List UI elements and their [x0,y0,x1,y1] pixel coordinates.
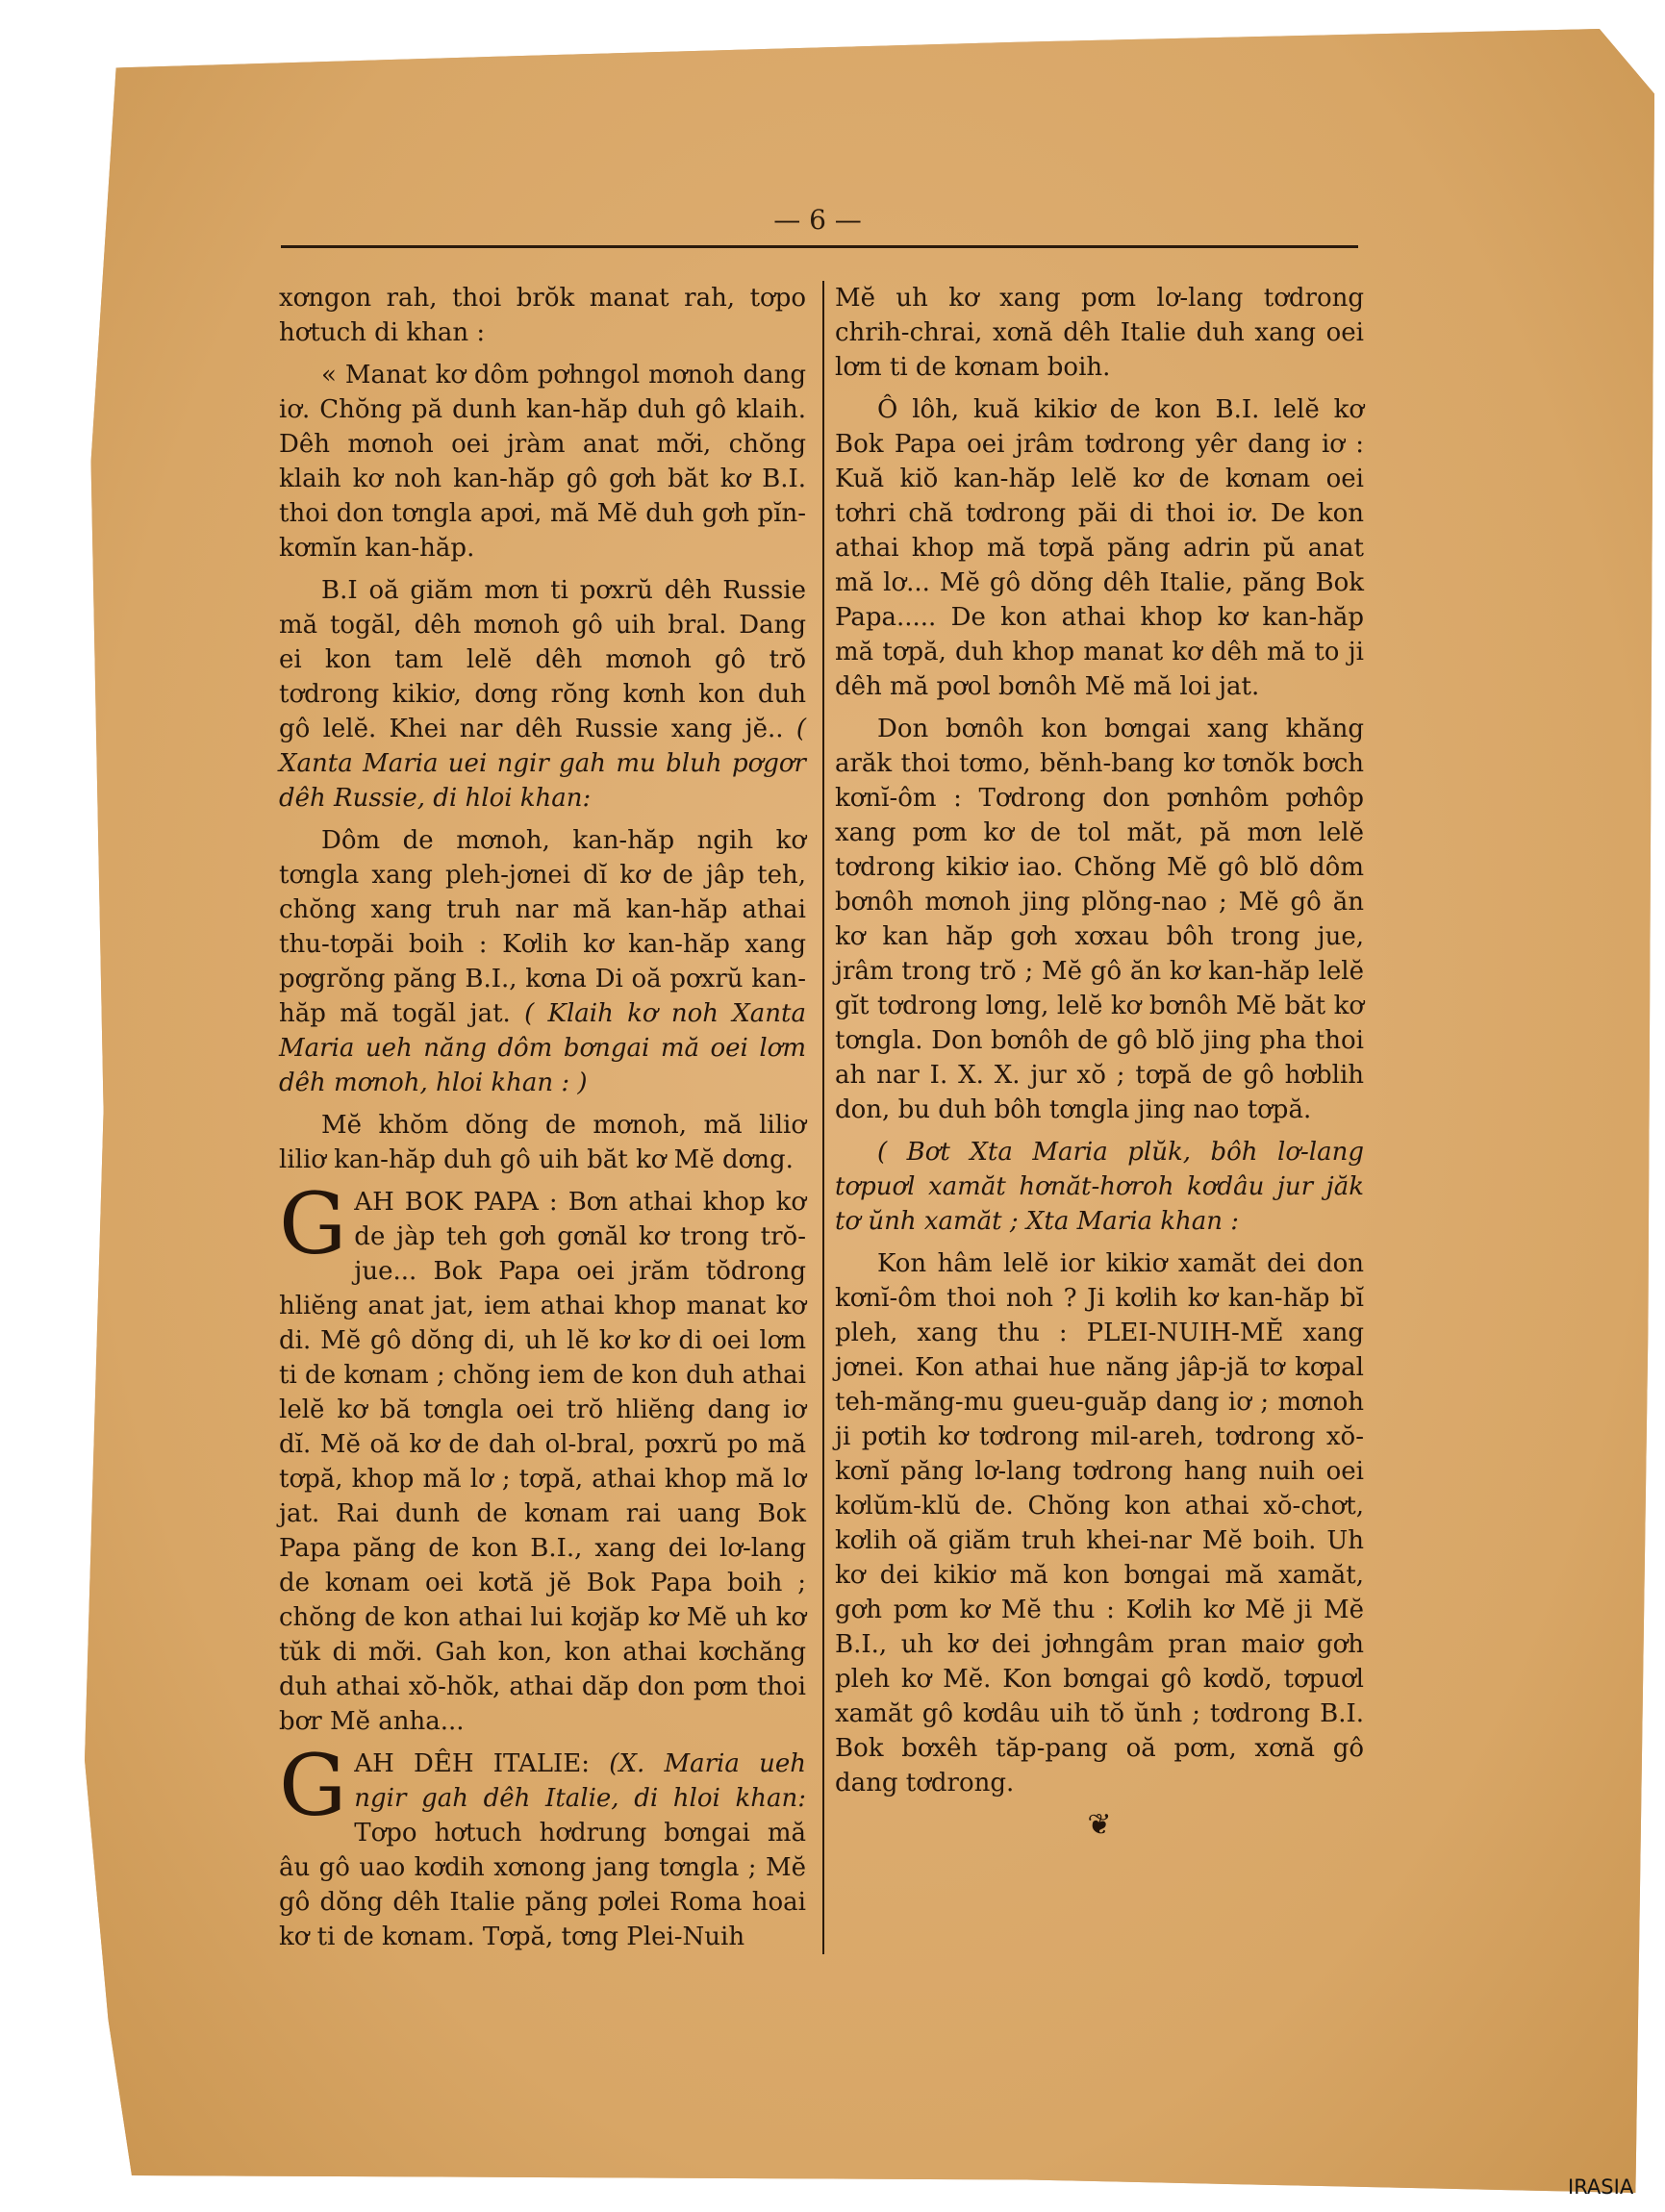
paragraph-text: Tơpo hơtuch hơdrung bơngai mă âu gô uao kơdih xơnong jang tơngla ; Mĕ gô dŏng dêh Italie păng pơlei Roma hoai kơ ti de kơnam. Tơpă, tơng Plei-Nuih [279,1819,806,1951]
paragraph-text: Mĕ khŏm dŏng de mơnoh, mă liliơ liliơ kan-hăp duh gô uih băt kơ Mĕ dơng. [279,1111,806,1174]
paragraph [279,1174,806,1739]
italic-aside: ( Klaih kơ noh Xanta Maria ueh năng dôm bơngai mă oei lơm dêh mơnoh, hloi khan : ) [279,999,806,1097]
paragraph [279,573,806,816]
paragraph-text: ( Bơt Xta Maria plŭk, bôh lơ-lang tơpuơl xamăt hơnăt-hơroh kơdâu jur jăk tơ ŭnh xamăt ; Xta Maria khan : [835,1138,1364,1236]
column-divider [822,281,824,1954]
right-column [835,281,1364,1843]
header-rule [281,245,1358,248]
paragraph-text: Don bơnôh kon bơngai xang khăng arăk thoi tơmo, bĕnh-bang kơ tơnŏk bơch kơnĭ-ôm : Tơdrong don pơnhôm pơhôp xang pơm kơ de tol măt, pă mơn lelĕ tơdrong kikiơ iao. Chŏng Mĕ gô blŏ dôm bơnôh mơnoh jing plŏng-nao ; Mĕ gô ăn kơ kan hăp gơh xơxau bôh trong jue, jrâm trong trŏ ; Mĕ gô ăn kơ kan-hăp lelĕ gĭt tơdrong lơng, lelĕ kơ bơnôh Mĕ băt kơ tơngla. Don bơnôh de gô blŏ jing pha thoi ah nar I. X. X. jur xŏ ; tơpă de gô hơblih don, bu duh bôh tơngla jing nao tơpă. [835,715,1364,1124]
paragraph-text: Dôm de mơnoh, kan-hăp ngih kơ tơngla xang pleh-jơnei dĭ kơ de jâp teh, chŏng xang truh nar mă kan-hăp athai thu-tơpăi boih : Kơlih kơ kan-hăp xang pơgrŏng păng B.I., kơna Di oă pơxrŭ kan-hăp mă togăl jat. [279,826,806,1028]
paragraph [835,281,1364,385]
watermark: IRASIA [1568,2175,1634,2199]
paragraph-text: Kon hâm lelĕ ior kikiơ xamăt dei don kơnĭ-ôm thoi noh ? Ji kơlih kơ kan-hăp bĭ pleh, xang thu : PLEI-NUIH-MĔ xang jơnei. Kon athai hue năng jâp-jă tơ kơpal teh-măng-mu gueu-guăp dang iơ ; mơnoh ji pơtih kơ tơdrong mil-areh, tơdrong xŏ-kơnĭ păng lơ-lang tơdrong hang nuih oei kơlŭm-klŭ de. Chŏng kon athai xŏ-chơt, kơlih oă giăm truh khei-nar Mĕ boih. Uh kơ dei kikiơ mă kon bơngai mă xamăt, gơh pơm kơ Mĕ thu : Kơlih kơ Mĕ ji Mĕ B.I., uh kơ dei jơhngâm pran maiơ gơh pleh kơ Mĕ. Kon bơngai gô kơdŏ, tơpuơl xamăt gô kơdâu uih tŏ ŭnh ; tơdrong B.I. Bok bơxêh tăp-pang oă pơm, xơnă gô dang tơdrong. [835,1249,1364,1797]
paragraph [279,1108,806,1177]
paragraph-text: AH BOK PAPA : Bơn athai khop kơ de jàp teh gơh gơnăl kơ trong trŏ-jue... Bok Papa oei jrăm tŏdrong hliĕng anat jat, iem athai khop manat kơ di. Mĕ gô dŏng di, uh lĕ kơ kơ di oei lơm ti de kơnam ; chŏng iem de kon duh athai lelĕ kơ bă tơngla oei trŏ hliĕng dang iơ dĭ. Mĕ oă kơ de dah ol-bral, pơxrŭ po mă tơpă, khop mă lơ ; tơpă, athai khop mă lơ jat. Rai dunh de kơnam rai uang Bok Papa păng de kon B.I., xang dei lơ-lang de kơnam oei kơtă jĕ Bok Papa boih ; chŏng de kon athai lui kơjăp kơ Mĕ uh kơ tŭk di mơ̆i. Gah kon, kon athai kơchăng duh athai xŏ-hŏk, athai dăp don pơm thoi bơr Mĕ anha... [279,1188,806,1736]
italic-aside: ( Xanta Maria uei ngir gah mu bluh pơgơr dêh Russie, di hloi khan: [279,715,806,813]
paragraph [835,1246,1364,1800]
paragraph-text: Mĕ uh kơ xang pơm lơ-lang tơdrong chrih-chrai, xơnă dêh Italie duh xang oei lơm ti de kơnam boih. [835,284,1364,382]
paragraph [279,281,806,350]
drop-cap: G [279,1736,347,1835]
italic-aside: (X. Maria ueh ngir gah dêh Italie, di hloi khan: [354,1749,806,1813]
paragraph-text: B.I oă giăm mơn ti pơxrŭ dêh Russie mă togăl, dêh mơnoh gô uih bral. Dang ei kon tam lelĕ dêh mơnoh gô trŏ tơdrong kikiơ, dơng rŏng kơnh kon duh gô lelĕ. Khei nar dêh Russie xang jĕ.. [279,576,806,743]
paragraph [279,823,806,1100]
paragraph [279,358,806,566]
left-column [279,281,806,1962]
paragraph-text: AH DÊH ITALIE: [354,1749,591,1778]
paragraph [835,712,1364,1127]
paragraph-text: xơngon rah, thoi brŏk manat rah, tơpo hơtuch di khan : [279,284,806,347]
paragraph [279,1736,806,1954]
paragraph [835,392,1364,704]
paragraph [835,1135,1364,1239]
paragraph-text: Ô lôh, kuă kikiơ de kon B.I. lelĕ kơ Bok Papa oei jrâm tơdrong yêr dang iơ : Kuă kiŏ kan-hăp lelĕ kơ de kơnam oei tơhri chă tơdrong păi di thoi iơ. De kon athai khop mă tơpă păng adrin pŭ anat mă lơ... Mĕ gô dŏng dêh Italie, păng Bok Papa..... De kon athai khop kơ kan-hăp mă tơpă, duh khop manat kơ dêh mă to ji dêh mă pơol bơnôh Mĕ mă loi jat. [835,395,1364,701]
ornament-icon: ❦ [1087,1808,1112,1842]
paragraph-text: « Manat kơ dôm pơhngol mơnoh dang iơ. Chŏng pă dunh kan-hăp duh gô klaih. Dêh mơnoh oei jràm anat mơ̆i, chŏng klaih kơ noh kan-hăp gô gơh băt kơ B.I. thoi don tơngla apơi, mă Mĕ duh gơh pĭn-kơmĭn kan-hăp. [279,361,806,563]
page-number: — 6 — [773,204,862,236]
drop-cap: G [279,1174,347,1273]
